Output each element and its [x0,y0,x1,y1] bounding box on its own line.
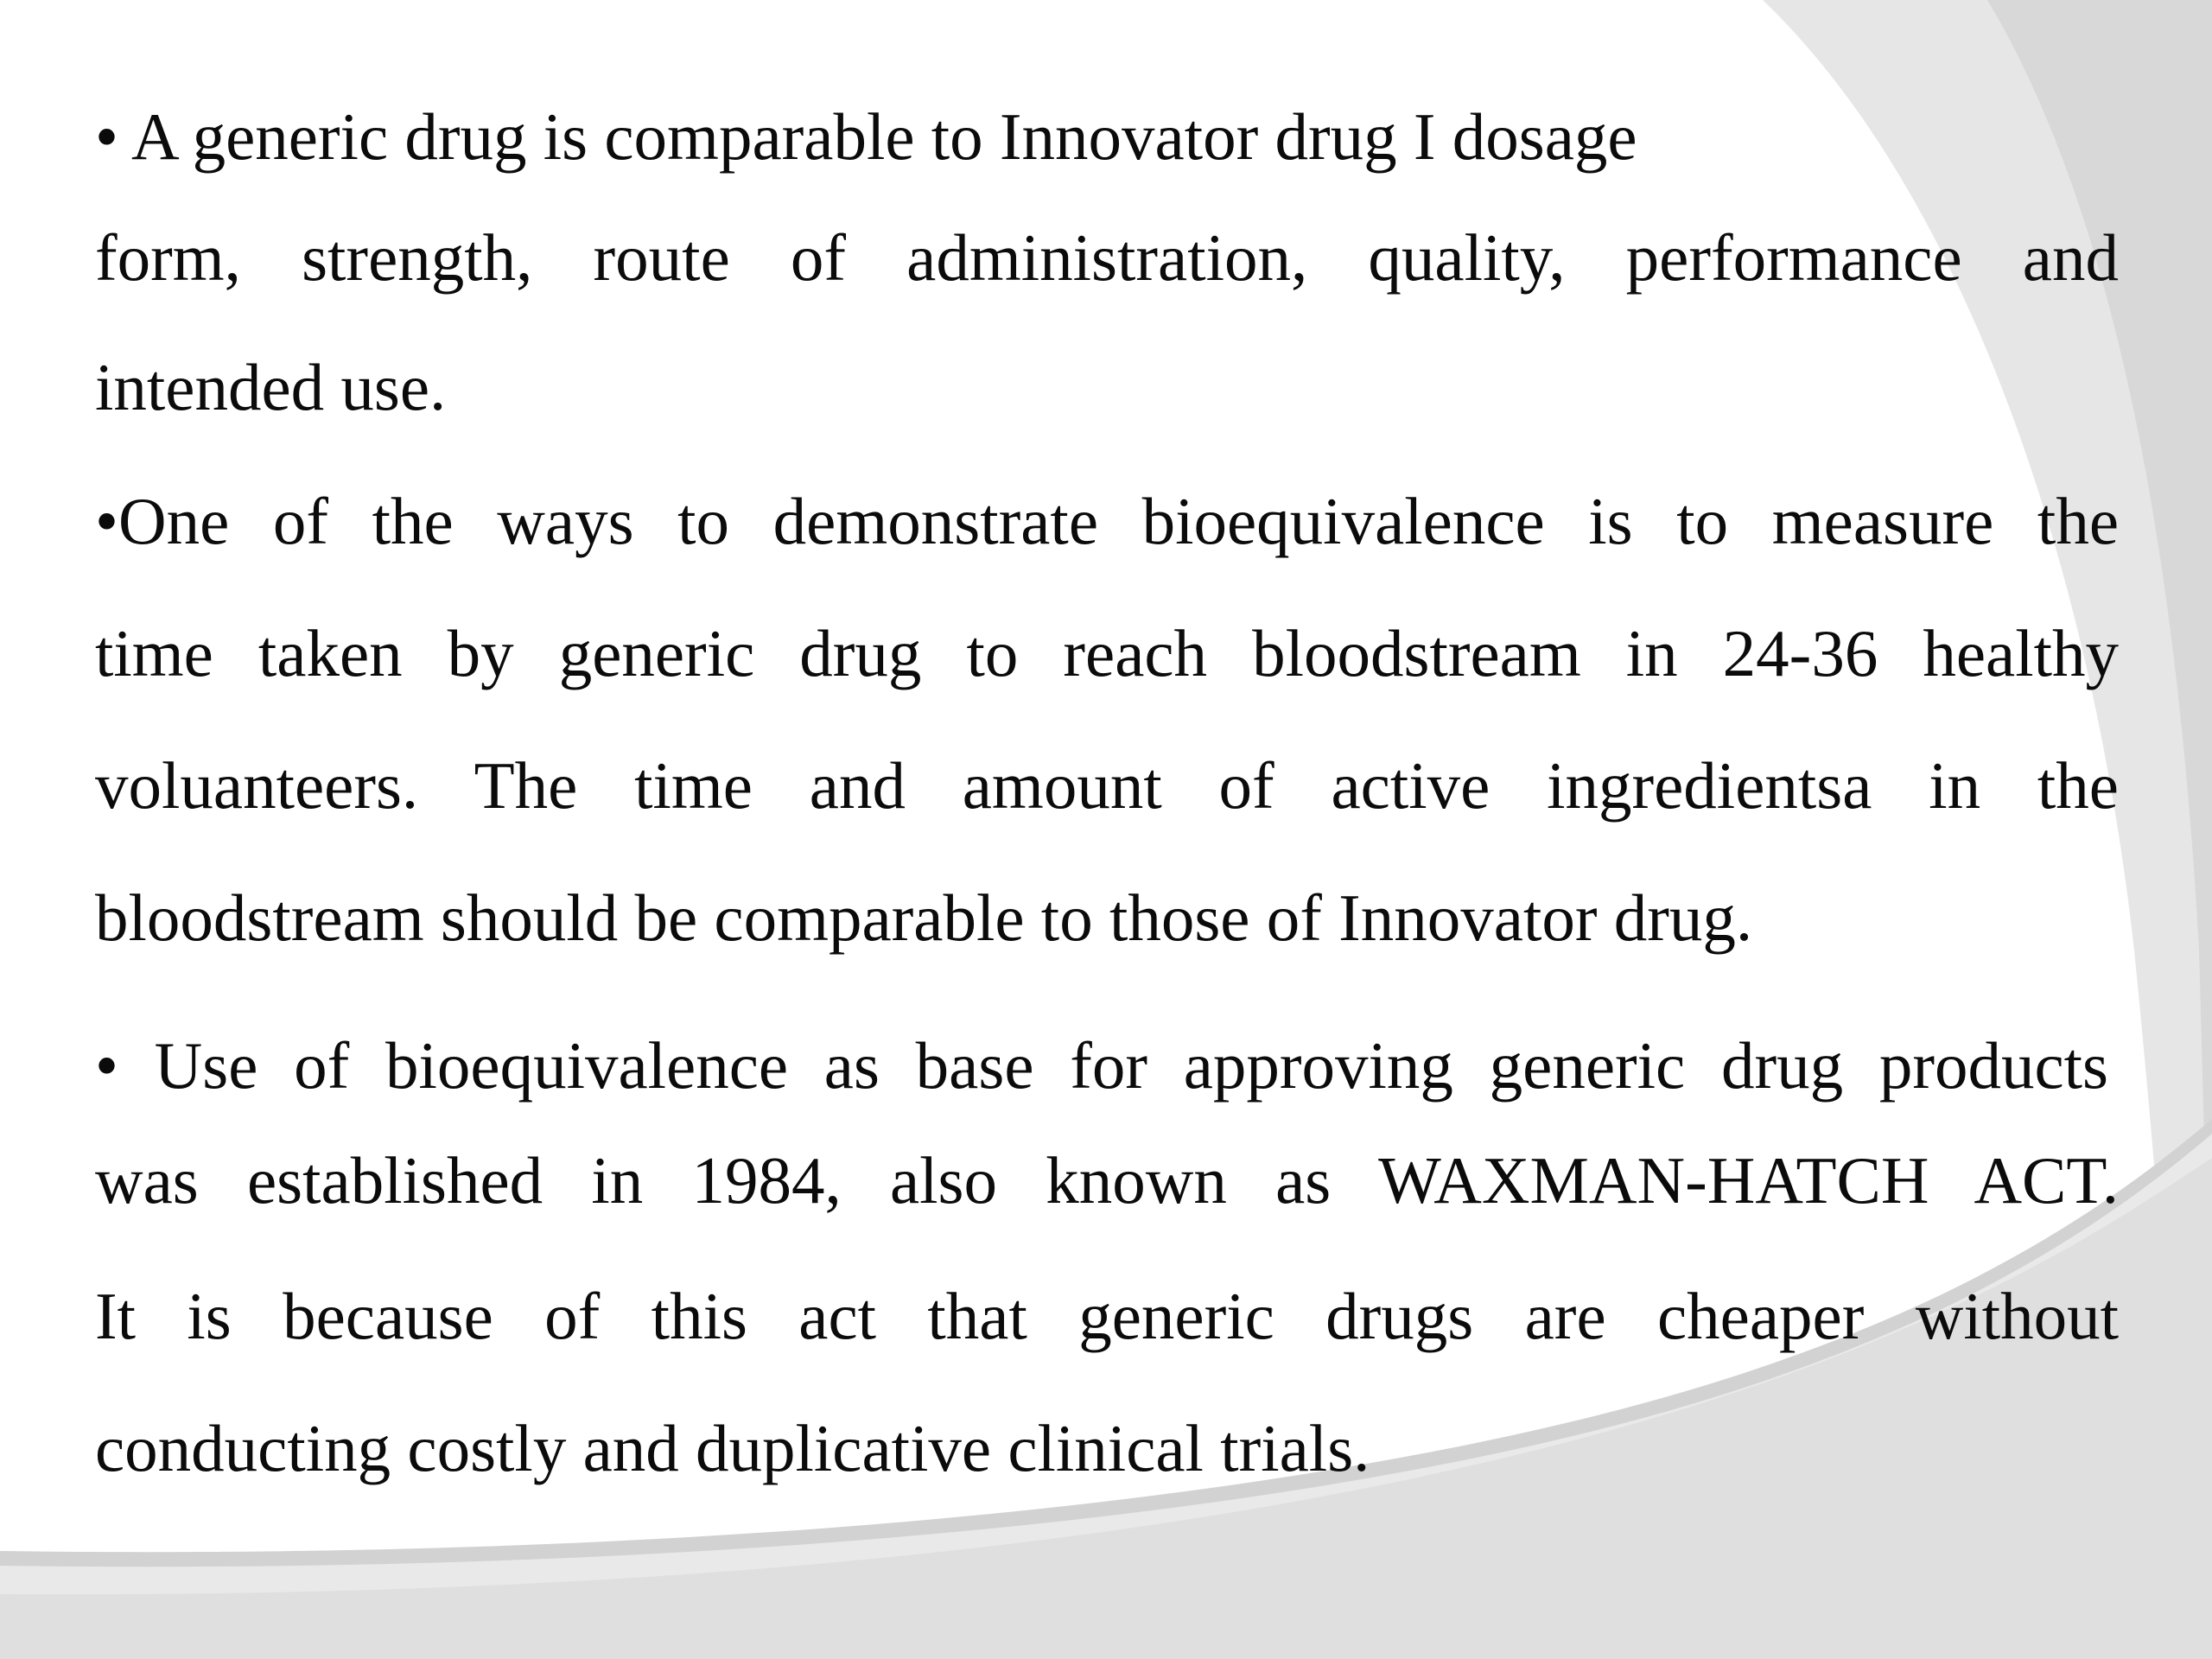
paragraph-line: It is because of this act that generic drugs are cheaper without [95,1279,2119,1353]
paragraph-line: •One of the ways to demonstrate bioequivalence is to measure the [95,484,2119,558]
paragraph-line: form, strength, route of administration, quality, performance and [95,220,2119,295]
paragraph-line: intended use. [95,350,447,424]
paragraph-line: • Use of bioequivalence as base for approving generic drug products [95,1028,2108,1103]
paragraph-line: bloodstream should be comparable to those of Innovator drug. [95,880,1753,955]
paragraph-line: • A generic drug is comparable to Innovator drug I dosage [95,99,1637,174]
paragraph-line: conducting costly and duplicative clinical trials. [95,1411,1370,1485]
paragraph-line: time taken by generic drug to reach bloodstream in 24-36 healthy [95,616,2119,690]
paragraph-line: was established in 1984, also known as WAXMAN-HATCH ACT. [95,1143,2119,1217]
paragraph-line: voluanteers. The time and amount of active ingredientsa in the [95,748,2119,823]
